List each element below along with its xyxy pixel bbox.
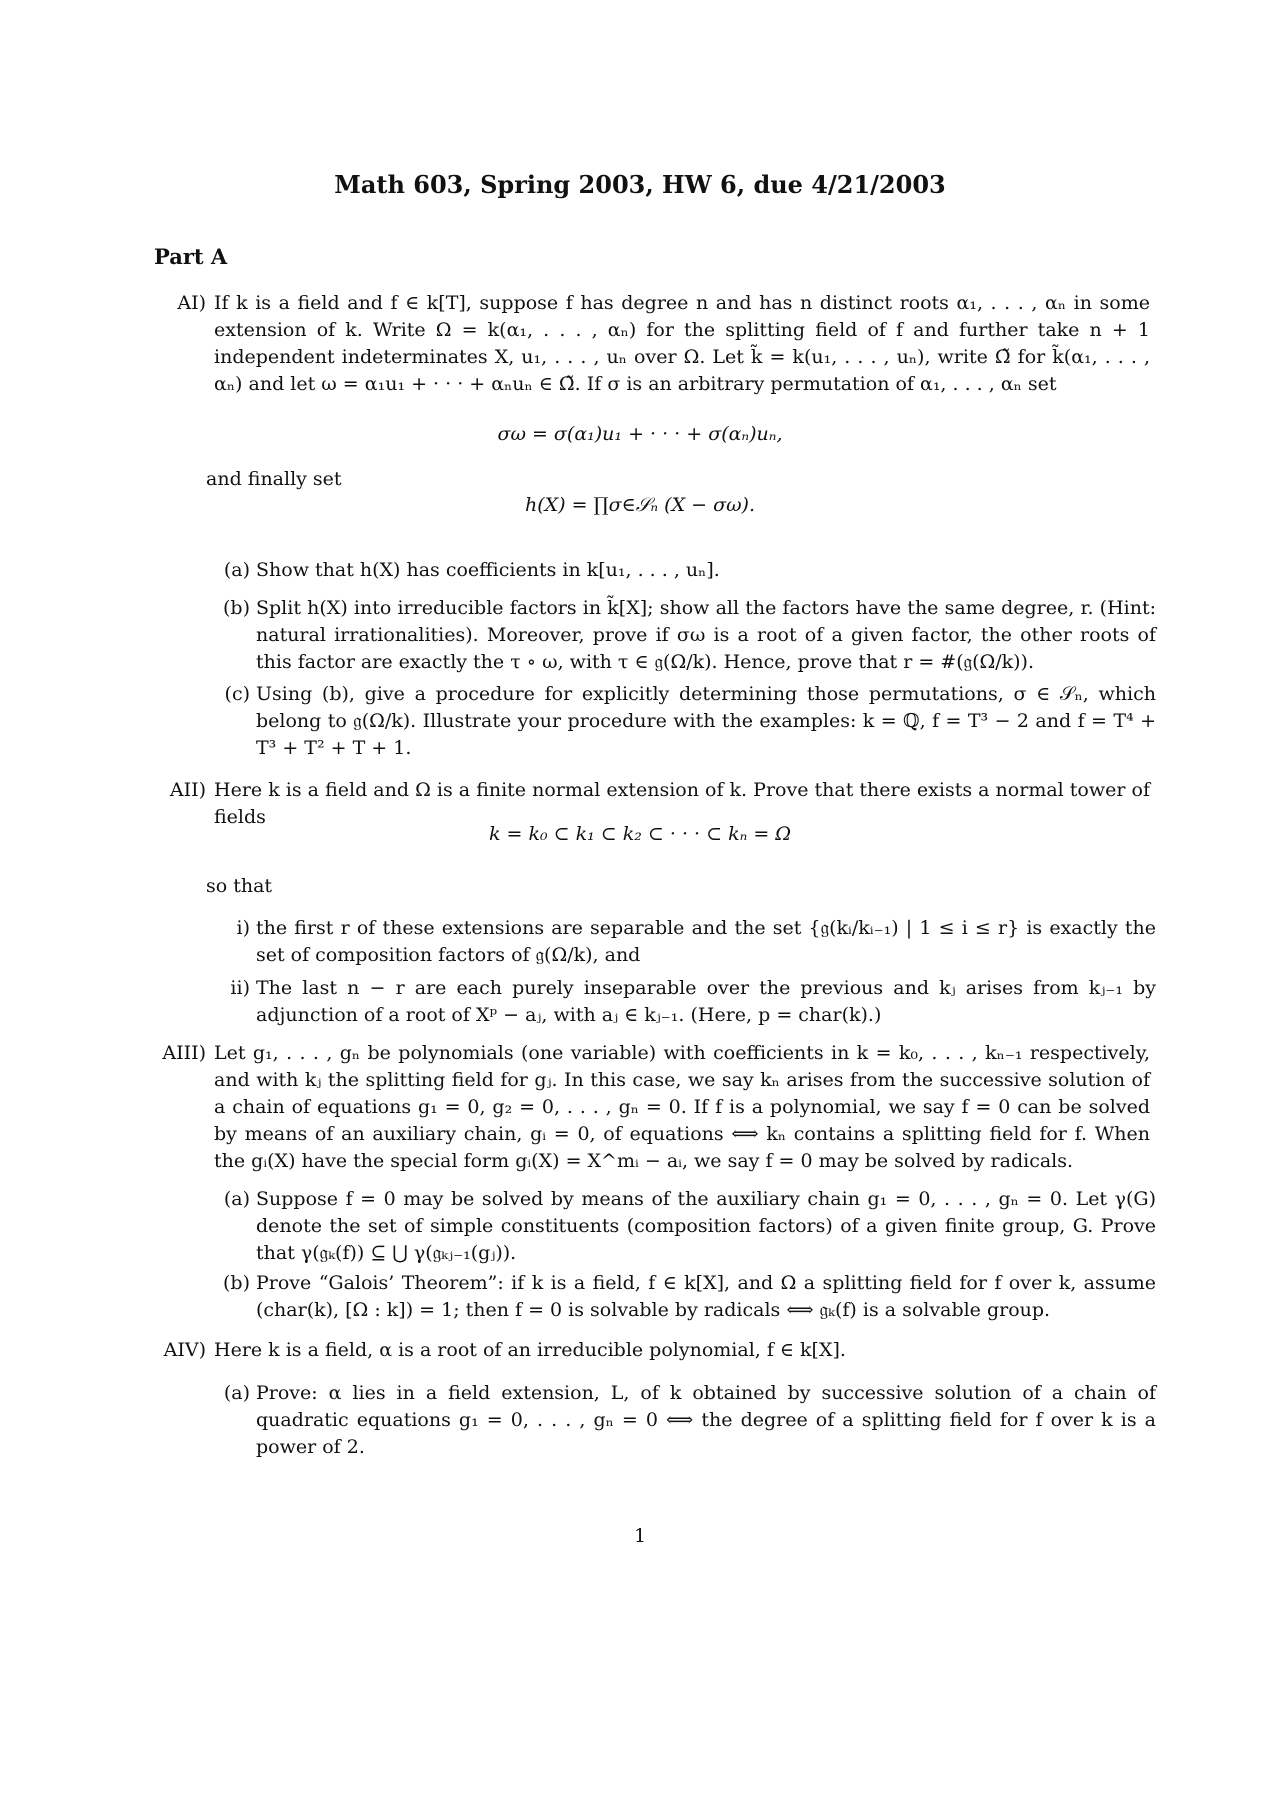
problem-text: Let g₁, . . . , gₙ be polynomials (one variable) with coefficients in k = k₀, . . . , kₙ₋₁ respectively, and with kⱼ the splitting field for gⱼ. In this case, we say kₙ arises from the successive solution of a chain of equations g₁ = 0, g₂ = 0, . . . , gₙ = 0. If f is a polynomial, we say f = 0 can be solved by means of an auxiliary chain, gᵢ = 0, of equations ⟺ kₙ contains a splitting field for f. When the gᵢ(X) have the special form gᵢ(X) = X^mᵢ − aᵢ, we say f = 0 may be solved by radicals. — [214, 1042, 1150, 1172]
sub-item-label: (a) — [223, 1382, 250, 1404]
sub-item-text: Split h(X) into irreducible factors in k̃[X]; show all the factors have the same degree, r. (Hint: natural irrationalities). Moreover, prove if σω is a root of a given factor, the other roots of this factor are exactly the τ ∘ ω, with τ ∈ 𝔤(Ω/k). Hence, prove that r = #(𝔤(Ω/k)). — [256, 597, 1156, 673]
sub-item-label: (b) — [223, 597, 250, 619]
sub-item-text: the first r of these extensions are separable and the set {𝔤(kᵢ/kᵢ₋₁) | 1 ≤ i ≤ r} is exactly the set of composition factors of 𝔤(Ω/k), and — [256, 917, 1156, 966]
sub-item-text: The last n − r are each purely inseparable over the previous and kⱼ arises from kⱼ₋₁ by adjunction of a root of Xᵖ − aⱼ, with aⱼ ∈ kⱼ₋₁. (Here, p = char(k).) — [256, 977, 1156, 1026]
problem-text: If k is a field and f ∈ k[T], suppose f has degree n and has n distinct roots α₁, . . . , αₙ in some extension of k. Write Ω = k(α₁, . . . , αₙ) for the splitting field of f and further take n + 1 independent indeterminates X, u₁, . . . , uₙ over Ω. Let k̃ = k(u₁, . . . , uₙ), write Ω̃ for k̃(α₁, . . . , αₙ) and let ω = α₁u₁ + · · · + αₙuₙ ∈ Ω̃. If σ is an arbitrary permutation of α₁, . . . , αₙ set — [214, 292, 1150, 395]
sub-item-label: (a) — [223, 559, 250, 581]
sub-item-label: i) — [236, 917, 250, 939]
problem-label: AII) — [169, 779, 206, 801]
problem-text: Here k is a field, α is a root of an irreducible polynomial, f ∈ k[X]. — [214, 1339, 846, 1361]
sub-item-aiii-b — [212, 1270, 1156, 1324]
sub-item-text: Show that h(X) has coefficients in k[u₁, . . . , uₙ]. — [256, 559, 720, 581]
problem-aiv — [150, 1337, 1150, 1364]
sub-item-ai-c — [212, 681, 1156, 762]
sub-item-ai-b — [212, 595, 1156, 676]
sub-item-label: (b) — [223, 1272, 250, 1294]
sub-item-text: Using (b), give a procedure for explicitly determining those permutations, σ ∈ 𝒮ₙ, which belong to 𝔤(Ω/k). Illustrate your procedure with the examples: k = ℚ, f = T³ − 2 and f = T⁴ + T³ + T² + T + 1. — [256, 683, 1156, 759]
sub-item-aii-ii — [212, 975, 1156, 1029]
and-finally-text: and finally set — [206, 468, 342, 490]
part-heading: Part A — [154, 244, 228, 269]
sub-item-aii-i — [212, 915, 1156, 969]
problem-label: AIV) — [163, 1339, 206, 1361]
sub-item-label: (c) — [224, 683, 250, 705]
so-that-text: so that — [206, 875, 273, 897]
sub-item-text: Suppose f = 0 may be solved by means of the auxiliary chain g₁ = 0, . . . , gₙ = 0. Let γ(G) denote the set of simple constituents (composition factors) of a given finite group, G. Prove that γ(𝔤ₖ(f)) ⊆ ⋃ γ(𝔤ₖⱼ₋₁(gⱼ)). — [256, 1188, 1156, 1264]
page-title: Math 603, Spring 2003, HW 6, due 4/21/2003 — [334, 170, 946, 199]
sub-item-text: Prove: α lies in a field extension, L, of k obtained by successive solution of a chain of quadratic equations g₁ = 0, . . . , gₙ = 0 ⟺ the degree of a splitting field for f over k is a power of 2. — [256, 1382, 1156, 1458]
equation-sigma-omega: σω = σ(α₁)u₁ + · · · + σ(αₙ)uₙ, — [497, 423, 783, 445]
sub-item-aiv-a — [212, 1380, 1156, 1461]
problem-aiii — [150, 1040, 1150, 1175]
equation-tower: k = k₀ ⊂ k₁ ⊂ k₂ ⊂ · · · ⊂ kₙ = Ω — [488, 823, 792, 845]
sub-item-ai-a — [212, 557, 1156, 584]
sub-item-aiii-a — [212, 1186, 1156, 1267]
sub-item-label: (a) — [223, 1188, 250, 1210]
page-number: 1 — [633, 1525, 647, 1547]
sub-item-label: ii) — [230, 977, 250, 999]
problem-label: AI) — [177, 292, 206, 314]
sub-item-text: Prove “Galois’ Theorem”: if k is a field, f ∈ k[X], and Ω a splitting field for f over k, assume (char(k), [Ω : k]) = 1; then f = 0 is solvable by radicals ⟺ 𝔤ₖ(f) is a solvable group. — [256, 1272, 1156, 1321]
equation-h-of-x: h(X) = ∏σ∈𝒮ₙ (X − σω). — [524, 494, 756, 516]
problem-text: Here k is a field and Ω is a finite normal extension of k. Prove that there exists a normal tower of fields — [214, 779, 1150, 828]
problem-label: AIII) — [162, 1042, 206, 1064]
problem-ai — [150, 290, 1150, 398]
